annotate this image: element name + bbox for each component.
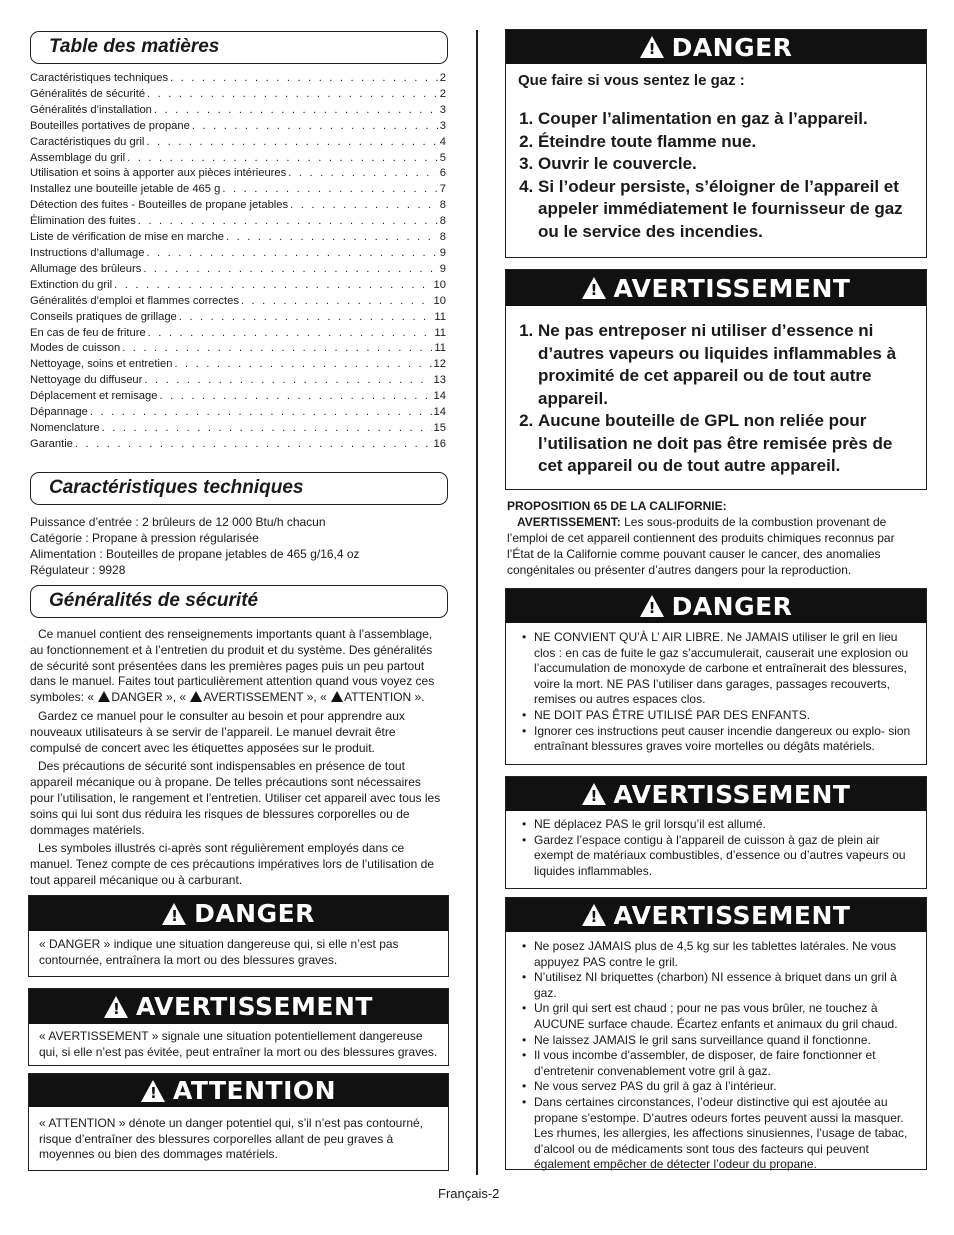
toc-entry [30, 87, 446, 103]
toc-leader-dots [174, 357, 431, 373]
toc-heading [30, 31, 448, 64]
safety-paragraph: Ce manuel contient des renseignements importants quant à l’assemblage, au fonctionnement et à l’entretien du produit et du système. Des généralités de sécurité sont présentées dans les premières pages puis un peu partout dans le manuel. Faites tout particulièrement attention quand vous voyez ces symboles: « DANGER », « AVERTISSEMENT », « ATTENTION ». [30, 627, 435, 705]
toc-leader-dots [170, 71, 438, 87]
toc-entry [30, 357, 446, 373]
caution-symbol-icon [331, 691, 343, 702]
toc-entry-label: Conseils pratiques de grillage [30, 310, 177, 323]
toc-entry-label: Nettoyage du diffuseur [30, 374, 143, 387]
toc-leader-dots [241, 294, 432, 310]
danger-definition-box [28, 895, 449, 977]
list-item: • Un gril qui sert est chaud ; pour ne pas vous brûler, ne touchez à AUCUNE surface chaude. Écartez enfants et animaux du gril chaud. [534, 1001, 916, 1032]
toc-entry-page: 12 [433, 358, 446, 371]
warning-triangle-icon [640, 595, 664, 617]
use-warning-content [506, 932, 926, 1173]
spec-line: Alimentation : Bouteilles de propane jetables de 465 g/16,4 oz [30, 547, 360, 561]
warning-definition-text: « AVERTISSEMENT » signale une situation potentiellement dangereuse qui, si elle n’est pas évitée, peut entraîner la mort ou des blessures graves. [39, 1029, 438, 1059]
toc-entry-label: Bouteilles portatives de propane [30, 119, 190, 132]
toc-entry-page: 2 [439, 87, 446, 100]
warning-triangle-icon [582, 277, 606, 299]
specs-heading [30, 472, 448, 505]
prop65-notice [507, 498, 918, 578]
safety-paragraph: Des précautions de sécurité sont indispensables en présence de tout appareil mécanique ou à propane. De telles précautions sont nécessaires pour l’utilisation, le rangement et l’entretien. Utiliser cet appareil avec tous les soins qui lui sont dus réduira les risques de blessures corporelles ou de dommages matériels. [30, 759, 441, 837]
danger-definition-text: « DANGER » indique une situation dangereuse qui, si elle n’est pas contournée, entraînera la mort ou des blessures graves. [39, 937, 399, 967]
toc-entry-label: Garantie [30, 437, 73, 450]
toc-entry [30, 389, 446, 405]
toc-entry-page: 11 [434, 310, 446, 323]
toc-entry [30, 405, 446, 421]
table-of-contents [30, 71, 446, 453]
warning-banner [506, 777, 926, 811]
warning-symbol-icon [190, 691, 202, 702]
list-item: • Ignorer ces instructions peut causer incendie dangereux ou explo- sion entraînant blessures graves voire mortelles ou dégâts matériels. [534, 724, 916, 755]
toc-entry-page: 3 [439, 103, 446, 116]
warning-triangle-icon [104, 996, 128, 1018]
warning-definition-box [28, 988, 449, 1066]
toc-entry-page: 8 [439, 215, 446, 228]
toc-entry [30, 437, 446, 453]
list-item: 3. Ouvrir le couvercle. [538, 153, 916, 176]
toc-entry [30, 262, 446, 278]
warning-symbol-label: AVERTISSEMENT [203, 690, 304, 705]
toc-entry [30, 373, 446, 389]
warning-banner-title: AVERTISSEMENT [613, 779, 851, 809]
specs-list [30, 514, 360, 578]
warning-triangle-icon [582, 904, 606, 926]
toc-entry-label: Généralités de sécurité [30, 87, 146, 100]
toc-entry-label: Assemblage du gril [30, 151, 126, 164]
toc-entry-label: Nomenclature [30, 421, 100, 434]
safety-paragraph: Les symboles illustrés ci-après sont régulièrement employés dans ce manuel. Tenez compte de ces précautions impératives lors de l’utilisation de tout appareil mécanique ou à carburant. [30, 841, 434, 887]
caution-symbol-label: ATTENTION [344, 690, 412, 705]
warning-banner [506, 270, 926, 306]
prop65-text: Les sous-produits de la combustion provenant de l’emploi de cet appareil contiennent des produits chimiques reconnus par l’État de la Californie comme pouvant causer le cancer, des anomalies congénitales ou présenter d’autres dangers pour la reproduction. [507, 515, 895, 577]
toc-entry-label: Caractéristiques du gril [30, 135, 145, 148]
list-item: 1. Ne pas entreposer ni utiliser d’essence ni d’autres vapeurs ou liquides inflammables à proximité de cet appareil ou de tout autre appareil. [538, 320, 916, 410]
list-item: • Ne posez JAMAIS plus de 4,5 kg sur les tablettes latérales. Ne vous appuyez PAS contre le gril. [534, 939, 916, 970]
toc-entry [30, 198, 446, 214]
toc-entry [30, 151, 446, 167]
toc-entry [30, 421, 446, 437]
list-item: • NE CONVIENT QU’À L’ AIR LIBRE. Ne JAMAIS utiliser le gril en lieu clos : en cas de fuite le gaz s’accumulerait, causerait une explosion ou l’accumulation de monoxyde de carbone et entraînerait des blessures, voire la mort. NE PAS l’utiliser dans garages, passages recouverts, remises ou autres espaces clos. [534, 630, 916, 708]
toc-entry [30, 310, 446, 326]
danger-symbol-icon [98, 691, 110, 702]
toc-entry-page: 8 [439, 199, 446, 212]
toc-entry [30, 214, 446, 230]
toc-entry [30, 135, 446, 151]
toc-entry-page: 10 [433, 294, 446, 307]
list-item: • Ne laissez JAMAIS le gril sans surveillance quand il fonctionne. [534, 1033, 916, 1049]
toc-leader-dots [122, 341, 432, 357]
toc-leader-dots [159, 389, 431, 405]
toc-leader-dots [75, 437, 432, 453]
safety-p1-text: Ce manuel contient des renseignements importants quant à l’assemblage, au fonctionnement et à l’entretien du produit et du système. Des généralités de sécurité sont présentées dans les premières pages puis un peu partout dans le manuel. Faites tout particulièrement attention quand vous voyez ces symboles: « [30, 627, 435, 705]
toc-entry [30, 103, 446, 119]
outdoor-danger-content [506, 623, 926, 755]
toc-entry-label: Généralités d’installation [30, 103, 152, 116]
caution-banner [29, 1074, 448, 1107]
toc-entry-page: 9 [439, 246, 446, 259]
toc-leader-dots [143, 262, 437, 278]
outdoor-danger-box [505, 588, 927, 765]
toc-leader-dots [290, 198, 438, 214]
toc-entry [30, 294, 446, 310]
toc-leader-dots [138, 214, 438, 230]
toc-entry [30, 119, 446, 135]
toc-leader-dots [288, 166, 438, 182]
list-item: • N’utilisez NI briquettes (charbon) NI essence à briquet dans un gril à gaz. [534, 970, 916, 1001]
toc-entry-page: 13 [433, 374, 446, 387]
gas-smell-list [518, 108, 916, 243]
toc-entry-page: 2 [439, 72, 446, 84]
danger-banner-title: DANGER [194, 899, 315, 928]
toc-entry-label: Liste de vérification de mise en marche [30, 231, 225, 244]
gas-smell-danger-box [505, 29, 927, 258]
toc-entry-label: Élimination des fuites [30, 215, 136, 228]
toc-entry [30, 182, 446, 198]
gas-smell-steps [506, 108, 926, 243]
list-item: • NE déplacez PAS le gril lorsqu’il est allumé. [534, 817, 916, 833]
toc-leader-dots [148, 326, 433, 342]
page-number: Français-2 [438, 1186, 500, 1201]
warning-triangle-icon [162, 903, 186, 925]
toc-entry-page: 6 [439, 167, 446, 180]
toc-leader-dots [154, 103, 438, 119]
list-item: • Il vous incombe d’assembler, de disposer, de faire fonctionner et d’entretenir convenablement votre gril à gaz. [534, 1048, 916, 1079]
toc-entry [30, 246, 446, 262]
safety-body [30, 627, 448, 892]
toc-leader-dots [179, 310, 433, 326]
caution-definition-box [28, 1073, 449, 1171]
list-item: 4. Si l’odeur persiste, s’éloigner de l’appareil et appeler immédiatement le fournisseur de gaz ou le service des incendies. [538, 176, 916, 244]
toc-entry-page: 16 [433, 437, 446, 450]
danger-banner-title: DANGER [671, 32, 793, 62]
toc-leader-dots [102, 421, 432, 437]
toc-entry-page: 14 [433, 390, 446, 403]
toc-entry-label: Allumage des brûleurs [30, 262, 142, 275]
toc-entry-label: Généralités d’emploi et flammes correctes [30, 294, 239, 307]
use-warning-list [512, 939, 916, 1173]
toc-entry [30, 278, 446, 294]
toc-entry [30, 341, 446, 357]
danger-banner [506, 30, 926, 64]
toc-entry-label: Déplacement et remisage [30, 390, 158, 403]
list-item: 2. Aucune bouteille de GPL non reliée pour l’utilisation ne doit pas être remisée près de cet appareil ou de tout autre appareil. [538, 410, 916, 478]
list-item: 1. Couper l’alimentation en gaz à l’appareil. [538, 108, 916, 131]
toc-entry [30, 71, 446, 87]
toc-entry-label: Instructions d’allumage [30, 246, 145, 259]
toc-entry-label: Extinction du gril [30, 278, 113, 291]
safety-paragraph: Gardez ce manuel pour le consulter au besoin et pour apprendre aux nouveaux utilisateurs à se servir de l’appareil. Le manuel devrait être compulsé de concert avec les étiquettes apposées sur le produit. [30, 708, 405, 755]
warning-banner-title: AVERTISSEMENT [613, 273, 851, 303]
toc-leader-dots [222, 182, 437, 198]
toc-entry-label: Utilisation et soins à apporter aux pièces intérieures [30, 167, 287, 180]
warning-triangle-icon [141, 1080, 165, 1102]
moving-warning-box [505, 776, 927, 889]
toc-entry-page: 5 [439, 151, 446, 164]
outdoor-danger-list [512, 630, 916, 755]
warning-triangle-icon [582, 783, 606, 805]
prop65-body [507, 514, 918, 578]
safety-heading [30, 585, 448, 618]
toc-entry-page: 11 [434, 342, 446, 355]
prop65-label: AVERTISSEMENT: [517, 515, 621, 529]
toc-entry-page: 4 [439, 135, 446, 148]
toc-leader-dots [147, 87, 438, 103]
toc-entry-page: 7 [439, 183, 446, 196]
list-item: 2. Éteindre toute flamme nue. [538, 131, 916, 154]
toc-entry [30, 230, 446, 246]
storage-list [518, 320, 916, 478]
toc-entry-page: 10 [433, 278, 446, 291]
column-divider [476, 30, 478, 1175]
warning-banner-title: AVERTISSEMENT [613, 900, 851, 930]
danger-banner [29, 896, 448, 931]
toc-entry [30, 166, 446, 182]
storage-steps [506, 306, 926, 478]
toc-entry-page: 9 [439, 262, 446, 275]
toc-leader-dots [144, 373, 431, 389]
caution-definition-text: « ATTENTION » dénote un danger potentiel qui, s’il n’est pas contourné, risque d’entraîner des blessures corporelles allant de peu graves à moyennes ou bien des dommages matériels. [39, 1116, 423, 1162]
specs-title: Caractéristiques techniques [49, 477, 304, 498]
toc-leader-dots [192, 119, 438, 135]
spec-line: Puissance d’entrée : 2 brûleurs de 12 000 Btu/h chacun [30, 515, 326, 529]
list-item: • NE DOIT PAS ÊTRE UTILISÉ PAR DES ENFANTS. [534, 708, 916, 724]
prop65-heading: PROPOSITION 65 DE LA CALIFORNIE: [507, 499, 727, 513]
list-item: • Dans certaines circonstances, l’odeur distinctive qui est ajoutée au propane s’estompe. D’autres odeurs fortes peuvent aussi la masquer. Les rhumes, les allergies, les affections sinusiennes, l’usage de tabac, d’alcool ou de médicaments sont tous des facteurs qui peuvent également empêcher de détecter l’odeur du propane. [534, 1095, 916, 1173]
toc-leader-dots [127, 151, 438, 167]
toc-entry-label: Caractéristiques techniques [30, 72, 169, 84]
storage-warning-box [505, 269, 927, 490]
spec-line: Régulateur : 9928 [30, 563, 126, 577]
toc-entry-page: 3 [439, 119, 446, 132]
moving-warning-list [512, 817, 916, 879]
use-warning-box [505, 897, 927, 1170]
list-item: • Ne vous servez PAS du gril à gaz à l’intérieur. [534, 1079, 916, 1095]
warning-banner [506, 898, 926, 932]
toc-entry [30, 326, 446, 342]
danger-banner-title: DANGER [671, 591, 793, 621]
warning-triangle-icon [640, 36, 664, 58]
spec-line: Catégorie : Propane à pression régularisée [30, 531, 259, 545]
safety-title: Généralités de sécurité [49, 590, 259, 611]
moving-warning-content [506, 811, 926, 879]
list-item: • Gardez l’espace contigu à l’appareil de cuisson à gaz de plein air exempt de matériaux combustibles, d’essence ou d’autres vapeurs ou liquides inflammables. [534, 833, 916, 880]
toc-title: Table des matières [49, 36, 220, 57]
toc-entry-label: Nettoyage, soins et entretien [30, 358, 173, 371]
toc-leader-dots [146, 135, 437, 151]
gas-smell-intro: Que faire si vous sentez le gaz : [518, 72, 745, 89]
toc-leader-dots [146, 246, 437, 262]
toc-entry-page: 14 [433, 406, 446, 419]
toc-leader-dots [114, 278, 431, 294]
caution-banner-title: ATTENTION [172, 1076, 337, 1105]
toc-entry-label: Installez une bouteille jetable de 465 g [30, 183, 221, 196]
toc-leader-dots [226, 230, 438, 246]
toc-entry-page: 15 [433, 421, 446, 434]
danger-symbol-label: DANGER [111, 690, 163, 705]
warning-banner [29, 989, 448, 1024]
toc-entry-page: 11 [434, 326, 446, 339]
toc-leader-dots [90, 405, 432, 421]
toc-entry-label: Modes de cuisson [30, 342, 121, 355]
toc-entry-page: 8 [439, 231, 446, 244]
warning-banner-title: AVERTISSEMENT [136, 992, 373, 1021]
toc-entry-label: Détection des fuites - Bouteilles de propane jetables [30, 199, 289, 212]
toc-entry-label: En cas de feu de friture [30, 326, 146, 339]
toc-entry-label: Dépannage [30, 406, 88, 419]
danger-banner [506, 589, 926, 623]
